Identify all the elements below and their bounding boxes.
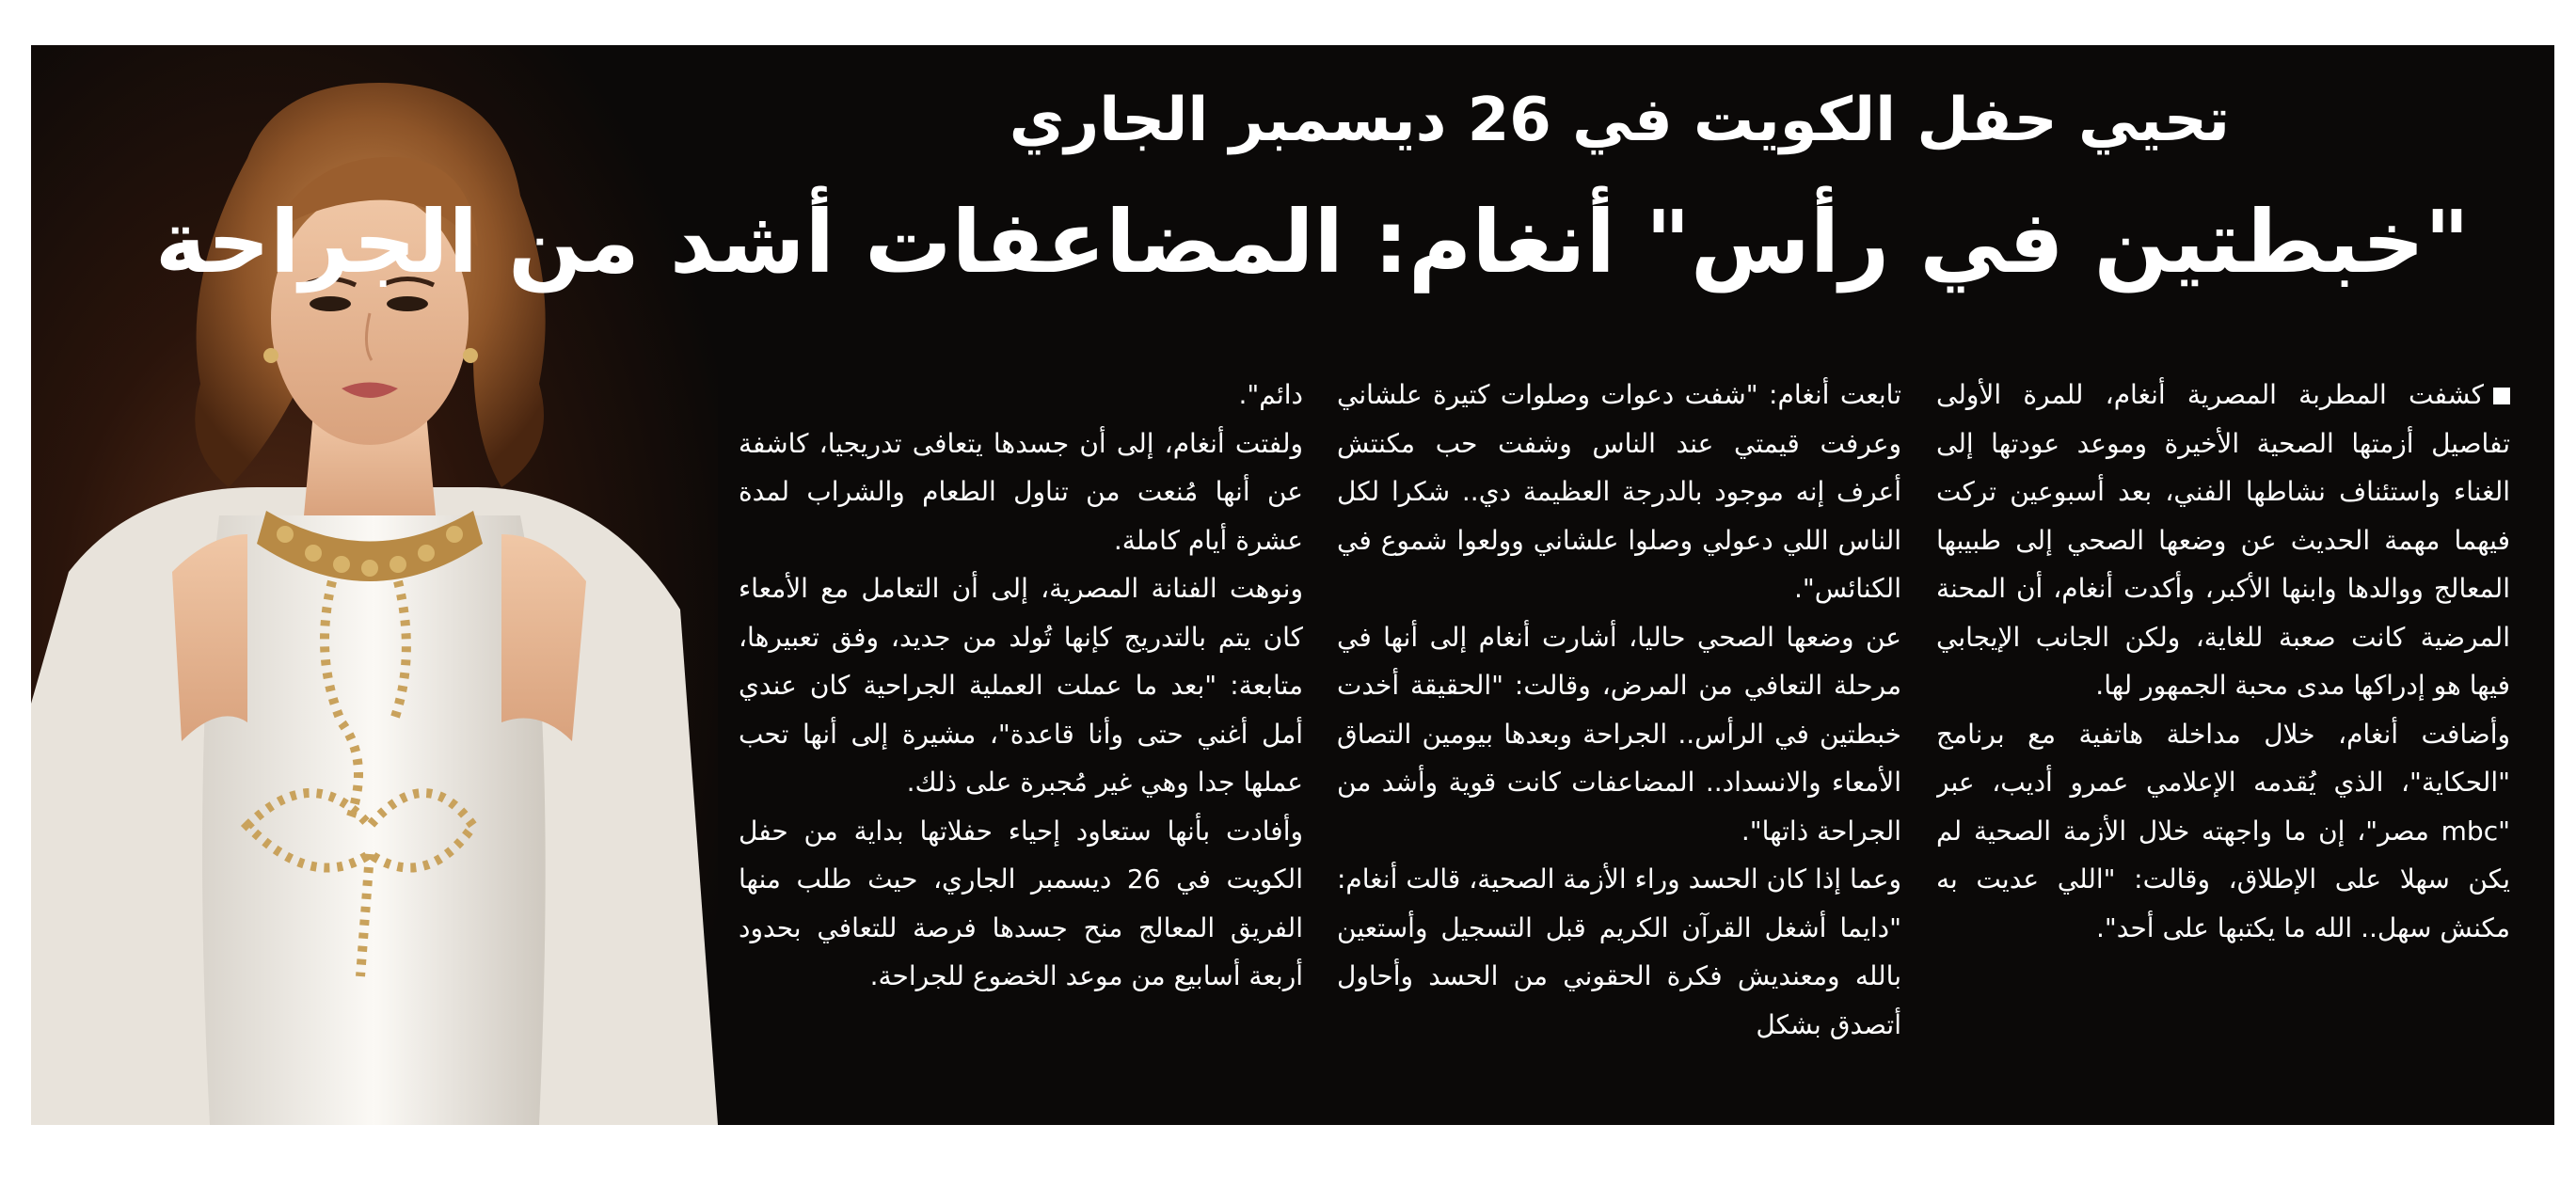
article-paragraph: وأفادت بأنها ستعاود إحياء حفلاتها بداية من حفل الكويت في 26 ديسمبر الجاري، حيث طلب منها الفريق المعالج منح جسدها فرصة للتعافي بحدود أربعة أسابيع من موعد الخضوع للجراحة.: [739, 815, 1303, 991]
article-paragraph: [1936, 371, 2510, 710]
article-paragraph: دائم".: [1238, 379, 1303, 410]
bullet-square-icon: [2493, 388, 2510, 404]
article-column-2: [1337, 371, 1901, 1114]
article-paragraph: ونوهت الفنانة المصرية، إلى أن التعامل مع الأمعاء كان يتم بالتدريج كإنها تُولد من جديد، وفق تعبيرها، متابعة: "بعد ما عملت العملية الجراحية كان عندي أمل أغني حتى وأنا قاعدة"، مشيرة إلى أنها تحب عملها جدا وهي غير مُجبرة على ذلك.: [739, 573, 1303, 798]
article-paragraph: تابعت أنغام: "شفت دعوات وصلوات كتيرة علشاني وعرفت قيمتي عند الناس وشفت حب مكنتش أعرف إنه موجود بالدرجة العظيمة دي.. شكرا لكل الناس اللي دعولي وصلوا علشاني وولعوا شموع في الكنائس".: [1337, 379, 1901, 604]
article-paragraph: وأضافت أنغام، خلال مداخلة هاتفية مع برنامج "الحكاية"، الذي يُقدمه الإعلامي عمرو أديب، عبر "mbc مصر"، إن ما واجهته خلال الأزمة الصحية لم يكن سهلا على الإطلاق، وقالت: "اللي عديت به مكنش سهل.. الله ما يكتبها على أحد".: [1936, 718, 2510, 943]
article-paragraph: عن وضعها الصحي حاليا، أشارت أنغام إلى أنها في مرحلة التعافي من المرض، وقالت: "الحقيقة أخدت خبطتين في الرأس.. الجراحة وبعدها بيومين التصاق الأمعاء والانسداد.. المضاعفات كانت قوية وأشد من الجراحة ذاتها".: [1337, 621, 1901, 847]
paragraph-text: كشفت المطربة المصرية أنغام، للمرة الأولى تفاصيل أزمتها الصحية الأخيرة وموعد عودتها إلى الغناء واستئناف نشاطها الفني، بعد أسبوعين تركت فيهما مهمة الحديث عن وضعها الصحي إلى طبيبها المعالج ووالدها وابنها الأكبر، وأكدت أنغام، أن المحنة المرضية كانت صعبة للغاية، ولكن الجانب الإيجابي فيها هو إدراكها مدى محبة الجمهور لها.: [1936, 379, 2510, 701]
article-headline: "خبطتين في رأس" أنغام: المضاعفات أشد من الجراحة: [154, 192, 2470, 293]
article-paragraph: ولفتت أنغام، إلى أن جسدها يتعافى تدريجيا، كاشفة عن أنها مُنعت من تناول الطعام والشراب لمدة عشرة أيام كاملة.: [739, 427, 1303, 556]
article-paragraph: وعما إذا كان الحسد وراء الأزمة الصحية، قالت أنغام: "دايما أشغل القرآن الكريم قبل التسجيل وأستعين بالله ومعنديش فكرة الحقوني من الحسد وأحاول أتصدق بشكل: [1337, 863, 1901, 1040]
article-header: [154, 45, 2554, 356]
article-column-3: [739, 371, 1303, 1114]
article-column-1: [1936, 371, 2510, 1114]
article-kicker: تحيي حفل الكويت في 26 ديسمبر الجاري: [1009, 86, 2230, 155]
article-panel: [31, 45, 2554, 1125]
